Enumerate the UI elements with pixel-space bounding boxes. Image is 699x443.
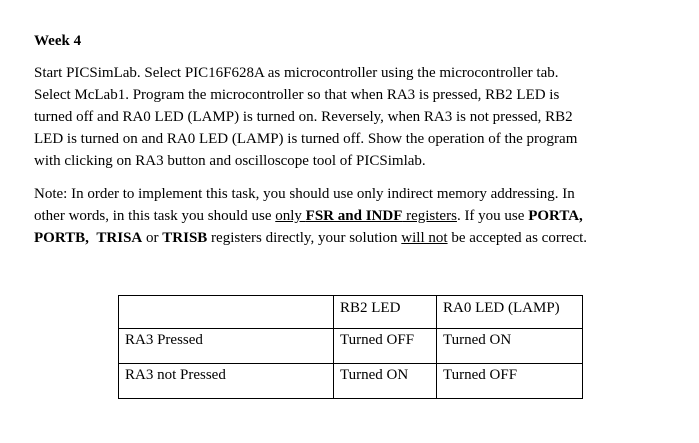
register-name-portb: PORTB, xyxy=(34,230,89,246)
table-cell: Turned ON xyxy=(437,329,583,364)
note-text: or xyxy=(142,230,163,246)
table-cell: Turned ON xyxy=(334,364,437,399)
table-header-cell: RB2 LED xyxy=(334,296,437,329)
table-row xyxy=(119,364,583,399)
paragraph-line: Select McLab1. Program the microcontroller so that when RA3 is pressed, RB2 LED is xyxy=(34,87,560,103)
table-header-cell: RA0 LED (LAMP) xyxy=(437,296,583,329)
note-text: be accepted as correct. xyxy=(447,230,588,246)
table-header-cell xyxy=(119,296,334,329)
note-text: other words, in this task you should use xyxy=(34,208,276,224)
underlined-text: registers xyxy=(402,208,457,224)
table-header-row xyxy=(119,296,583,329)
note-text: . If you use xyxy=(456,208,529,224)
paragraph-line: with clicking on RA3 button and oscilloscope tool of PICSimlab. xyxy=(34,153,426,169)
register-name-trisa: TRISA xyxy=(96,230,143,246)
table-cell: RA3 Pressed xyxy=(119,329,334,364)
table-row xyxy=(119,329,583,364)
led-state-table xyxy=(118,295,583,399)
underlined-text: only xyxy=(275,208,306,224)
note-line-3 xyxy=(34,227,634,249)
table-cell: RA3 not Pressed xyxy=(119,364,334,399)
register-name-porta: PORTA, xyxy=(528,208,583,224)
note-line-1: Note: In order to implement this task, you should use only indirect memory addressing. In xyxy=(34,186,575,202)
will-not-emphasis: will not xyxy=(401,230,448,246)
paragraph-line: turned off and RA0 LED (LAMP) is turned on. Reversely, when RA3 is not pressed, RB2 xyxy=(34,109,573,125)
page-heading: Week 4 xyxy=(34,33,82,49)
task-description-paragraph xyxy=(34,62,634,172)
note-paragraph xyxy=(34,183,634,249)
note-text: registers directly, your solution xyxy=(207,230,402,246)
table-cell: Turned OFF xyxy=(334,329,437,364)
register-name-trisb: TRISB xyxy=(162,230,208,246)
note-line-2 xyxy=(34,205,634,227)
paragraph-line: Start PICSimLab. Select PIC16F628A as microcontroller using the microcontroller tab. xyxy=(34,65,559,81)
table-cell: Turned OFF xyxy=(437,364,583,399)
paragraph-line: LED is turned on and RA0 LED (LAMP) is turned off. Show the operation of the program xyxy=(34,131,578,147)
register-names-emphasis: FSR and INDF xyxy=(305,208,403,224)
